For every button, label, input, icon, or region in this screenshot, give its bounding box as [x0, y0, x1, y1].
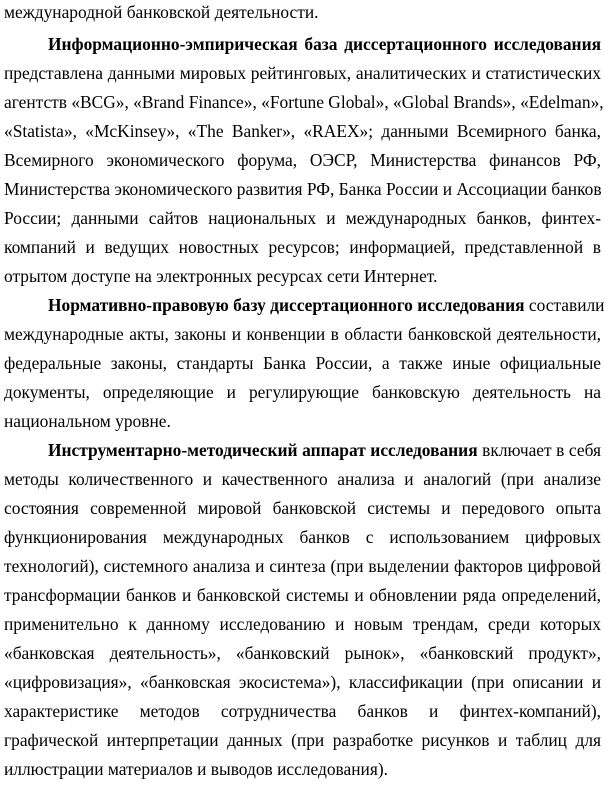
paragraph-3-line-11: графической интерпретации данных (при разработке рисунков и таблиц для: [4, 730, 601, 750]
paragraph-2-line-2: международные акты, законы и конвенции в области банковской деятельности,: [4, 324, 601, 344]
paragraph-3-heading: Инструментарно-методический аппарат исследования: [48, 440, 478, 460]
paragraph-3-line-10: характеристике методов сотрудничества банков и финтех-компаний),: [4, 701, 601, 721]
paragraph-3-line-7: применительно к данному исследованию и новым трендам, среди которых: [4, 614, 601, 634]
paragraph-1-line-5: Всемирного экономического форума, ОЭСР, Министерства финансов РФ,: [4, 150, 601, 170]
paragraph-1-line-9: отрытом доступе на электронных ресурсах сети Интернет.: [4, 266, 438, 286]
paragraph-3-line-9: «цифровизация», «банковская экосистема»), классификации (при описании и: [4, 672, 601, 692]
paragraph-0-line-1: международной банковской деятельности.: [4, 2, 319, 22]
paragraph-3-line-6: трансформации банков и банковской системы и обновлении ряда определений,: [4, 585, 601, 605]
paragraph-1-line-3: агентств «BCG», «Brand Finance», «Fortune Global», «Global Brands», «Edelman»,: [4, 92, 604, 112]
paragraph-1-line-1: [4, 30, 601, 59]
paragraph-3-line-8: «банковская деятельность», «банковский рынок», «банковский продукт»,: [4, 643, 601, 663]
paragraph-1-line-4: «Statista», «McKinsey», «The Banker», «RAEX»; данными Всемирного банка,: [4, 121, 601, 141]
paragraph-3-line-2: методы количественного и качественного анализа и аналогий (при анализе: [4, 469, 601, 489]
paragraph-2-line-4: документы, определяющие и регулирующие банковскую деятельность на: [4, 382, 601, 402]
paragraph-2-heading: Нормативно-правовую базу диссертационного исследования: [48, 295, 525, 315]
paragraph-3-line-5: технологий), системного анализа и синтеза (при выделении факторов цифровой: [4, 556, 601, 576]
paragraph-2-line-1: Нормативно-правовую базу диссертационного исследования составили: [48, 295, 605, 315]
paragraph-2-line-5: национальном уровне.: [4, 411, 171, 431]
paragraph-1-line-7: России; данными сайтов национальных и международных банков, финтех-: [4, 208, 601, 228]
paragraph-1-line-8: компаний и ведущих новостных ресурсов; информацией, представленной в: [4, 237, 601, 257]
paragraph-3-line-1: Инструментарно-методический аппарат исследования включает в себя: [48, 440, 601, 460]
paragraph-1-heading: Информационно-эмпирическая база диссертационного исследования: [48, 34, 601, 54]
paragraph-1-line-2: представлена данными мировых рейтинговых, аналитических и статистических: [4, 63, 601, 83]
paragraph-3-line-3: состояния современной мировой банковской системы и передового опыта: [4, 498, 601, 518]
paragraph-1-line-6: Министерства экономического развития РФ, Банка России и Ассоциации банков: [4, 179, 602, 199]
paragraph-3-line-4: функционирования международных банков с использованием цифровых: [4, 527, 601, 547]
paragraph-2-line-3: федеральные законы, стандарты Банка России, а также иные официальные: [4, 353, 601, 373]
paragraph-3-line-12: иллюстрации материалов и выводов исследования).: [4, 759, 388, 779]
